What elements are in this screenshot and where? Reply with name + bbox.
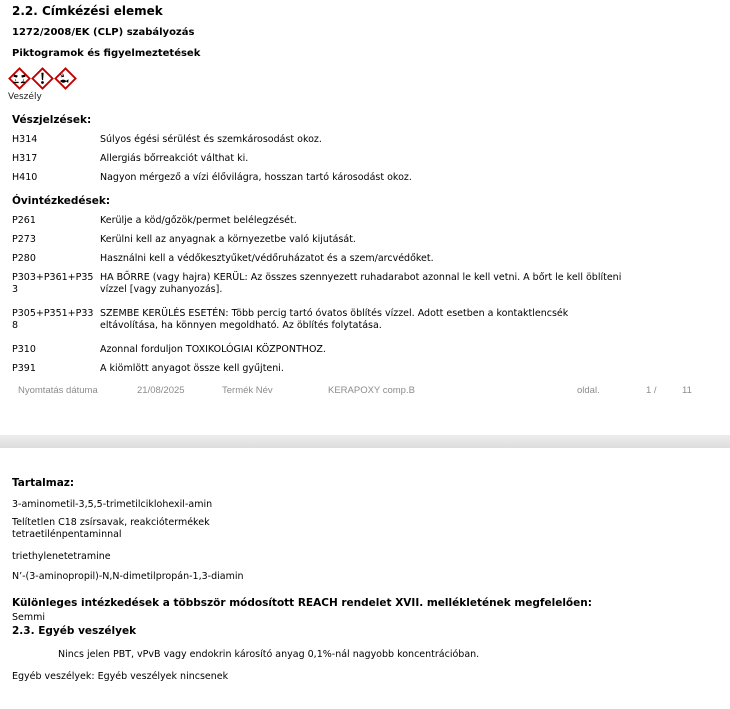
precaution-row [12,272,718,296]
precautionary-statements-heading: Óvintézkedések: [12,195,111,207]
hazard-text: Súlyos égési sérülést és szemkárosodást okoz. [100,134,322,145]
precaution-row [12,344,718,356]
hazard-code: H317 [12,153,38,164]
precaution-text: Kerülje a köd/gőzök/permet belélegzését. [100,215,297,226]
precaution-row [12,234,718,246]
precaution-text: Azonnal forduljon TOXIKOLÓGIAI KÖZPONTHOZ. [100,344,326,355]
substance-item: N’-(3-aminopropil)-N,N-dimetilpropán-1,3-diamin [12,571,244,582]
contains-heading: Tartalmaz: [12,477,75,489]
ghs07-exclamation-icon [31,67,54,90]
precaution-text: A kiömlött anyagot össze kell gyűjteni. [100,363,284,374]
precaution-text: HA BŐRRE (vagy hajra) KERÜL: Az összes szennyezett ruhadarabot azonnal le kell vetni. A bőrt le kell öblíteni vízzel [vagy zuhanyozás]. [100,272,622,295]
print-date-label: Nyomtatás dátuma [18,385,98,396]
ghs09-environment-icon [54,67,77,90]
hazard-statements-heading: Vészjelzések: [12,114,92,126]
precaution-code: P261 [12,215,36,226]
ghs-pictogram-row [8,67,718,90]
section-2-2-title: 2.2. Címkézési elemek [12,4,163,18]
substance-item: Telítetlen C18 zsírsavak, reakciótermékek tetraetilénpentaminnal [12,517,210,540]
precaution-code: P273 [12,234,36,245]
page-number-current: 1 / [646,385,657,396]
other-hazards-statement: Egyéb veszélyek: Egyéb veszélyek nincsenek [12,671,229,682]
pictograms-heading: Piktogramok és figyelmeztetések [12,48,201,59]
signal-word: Veszély [8,92,42,102]
print-date-value: 21/08/2025 [137,385,185,396]
product-name-value: KERAPOXY comp.B [328,385,415,396]
substance-item: 3-aminometil-3,5,5-trimetilciklohexil-amin [12,499,213,510]
reach-annex-value: Semmi [12,612,46,623]
precaution-text: Használni kell a védőkesztyűket/védőruházatot és a szem/arcvédőket. [100,253,434,264]
hazard-row [12,134,718,146]
page-number-label: oldal. [577,385,600,396]
precaution-code: P310 [12,344,36,355]
hazard-code: H314 [12,134,38,145]
precaution-code: P391 [12,363,36,374]
precaution-code: P303+P361+P353 [12,272,94,295]
precaution-text: SZEMBE KERÜLÉS ESETÉN: Több percig tartó óvatos öblítés vízzel. Adott esetben a kontaktlencsék eltávolítása, ha könnyen megoldható. Az öblítés folytatása. [100,308,569,331]
ghs05-corrosion-icon [8,67,31,90]
product-name-label: Termék Név [222,385,273,396]
precaution-code: P280 [12,253,36,264]
page-break-separator [0,435,730,448]
precaution-row [12,215,718,227]
document-page-2 [0,448,730,683]
hazard-text: Nagyon mérgező a vízi élővilágra, hosszan tartó károsodást okoz. [100,172,412,183]
reach-annex-heading: Különleges intézkedések a többször módosított REACH rendelet XVII. mellékletének megfelelően: [12,597,592,609]
precaution-text: Kerülni kell az anyagnak a környezetbe való kijutását. [100,234,356,245]
section-2-3-title: 2.3. Egyéb veszélyek [12,625,137,637]
hazard-row [12,153,718,165]
hazard-row [12,172,718,184]
page-footer [0,385,730,399]
page-number-total: 11 [682,385,692,396]
precaution-row [12,253,718,265]
pbt-statement: Nincs jelen PBT, vPvB vagy endokrin károsító anyag 0,1%-nál nagyobb koncentrációban. [58,649,480,660]
precaution-code: P305+P351+P338 [12,308,94,331]
hazard-text: Allergiás bőrreakciót válthat ki. [100,153,249,164]
hazard-code: H410 [12,172,38,183]
substance-item: triethylenetetramine [12,551,111,562]
clp-regulation-heading: 1272/2008/EK (CLP) szabályozás [12,27,195,38]
precaution-row [12,363,718,375]
precaution-row [12,308,718,332]
